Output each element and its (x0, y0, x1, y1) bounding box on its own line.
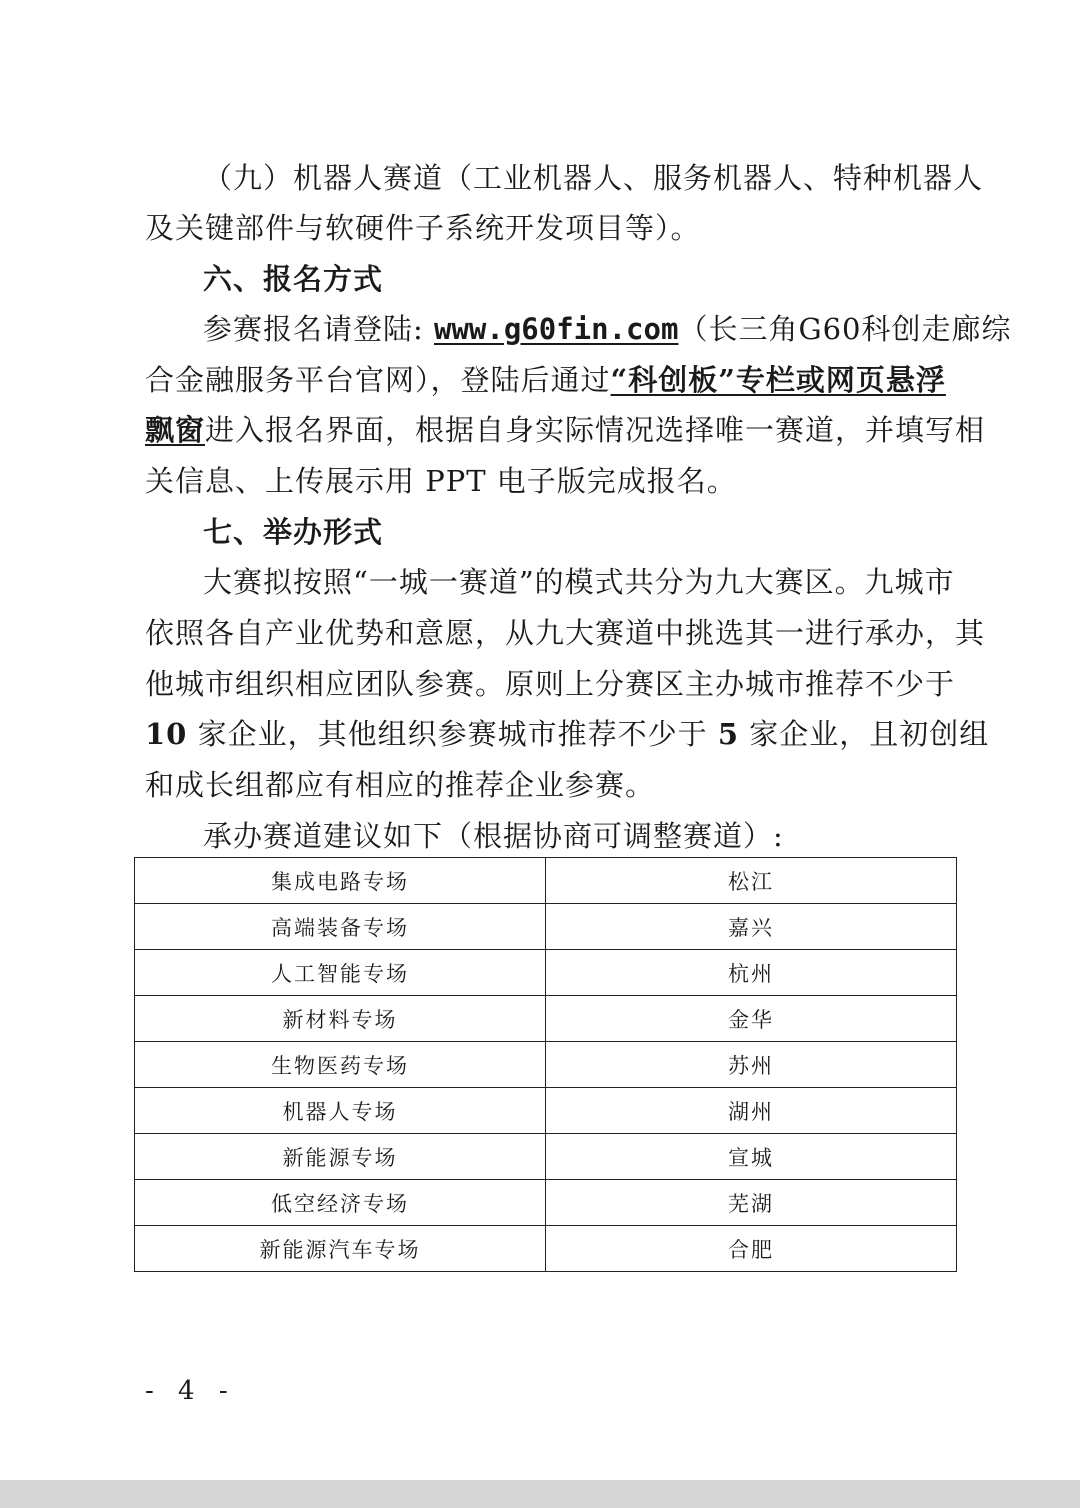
city-cell: 金华 (546, 996, 957, 1042)
heading-format: 七、举办形式 (203, 515, 384, 549)
track-cell: 人工智能专场 (135, 950, 546, 996)
table-row (135, 996, 957, 1042)
registration-line-3 (145, 412, 986, 448)
registration-line-2 (145, 362, 945, 398)
format-line-3: 他城市组织相应团队参赛。原则上分赛区主办城市推荐不少于 (145, 667, 956, 701)
registration-line1-suffix: （长三角G60科创走廊综 (678, 312, 1012, 346)
city-cell: 松江 (546, 858, 957, 904)
track-cell: 新能源汽车专场 (135, 1226, 546, 1272)
floating-window-link[interactable]: 飘窗 (145, 413, 206, 447)
heading-registration: 六、报名方式 (203, 262, 384, 296)
city-cell: 嘉兴 (546, 904, 957, 950)
table-intro: 承办赛道建议如下（根据协商可调整赛道）: (203, 819, 784, 853)
table-row (135, 1180, 957, 1226)
kechuangban-column-link[interactable]: “科创板”专栏或网页悬浮 (610, 363, 946, 397)
city-cell: 宣城 (546, 1134, 957, 1180)
track-cell: 低空经济专场 (135, 1180, 546, 1226)
paragraph-robot-track-cont: 及关键部件与软硬件子系统开发项目等）。 (145, 211, 701, 245)
registration-prefix: 参赛报名请登陆: (203, 312, 434, 346)
format-line-1: 大赛拟按照“一城一赛道”的模式共分为九大赛区。九城市 (203, 565, 955, 599)
track-cell: 高端装备专场 (135, 904, 546, 950)
city-cell: 芜湖 (546, 1180, 957, 1226)
city-cell: 杭州 (546, 950, 957, 996)
city-cell: 湖州 (546, 1088, 957, 1134)
track-cell: 集成电路专场 (135, 858, 546, 904)
track-cell: 机器人专场 (135, 1088, 546, 1134)
format-line4-end: 家企业，且初创组 (749, 717, 990, 751)
page-number: - 4 - (145, 1376, 236, 1406)
registration-line2-prefix: 合金融服务平台官网），登陆后通过 (145, 363, 611, 397)
table-row (135, 1226, 957, 1272)
city-cell: 苏州 (546, 1042, 957, 1088)
format-line-2: 依照各自产业优势和意愿，从九大赛道中挑选其一进行承办，其 (145, 616, 986, 650)
format-line4-mid: 家企业，其他组织参赛城市推荐不少于 (197, 717, 708, 751)
registration-url-link[interactable]: www.g60fin.com (434, 312, 679, 346)
table-row (135, 950, 957, 996)
min-companies-host: 10 (145, 717, 188, 751)
table-row (135, 1134, 957, 1180)
track-cell: 新材料专场 (135, 996, 546, 1042)
bottom-scroll-bar (0, 1480, 1080, 1508)
table-row (135, 858, 957, 904)
track-cell: 新能源专场 (135, 1134, 546, 1180)
format-line-4 (145, 716, 990, 752)
venue-table (134, 857, 957, 1272)
paragraph-robot-track: （九）机器人赛道（工业机器人、服务机器人、特种机器人 (203, 161, 984, 195)
min-companies-other: 5 (717, 717, 739, 751)
city-cell: 合肥 (546, 1226, 957, 1272)
registration-line-1 (203, 311, 1012, 347)
track-cell: 生物医药专场 (135, 1042, 546, 1088)
registration-line3-suffix: 进入报名界面，根据自身实际情况选择唯一赛道，并填写相 (205, 413, 986, 447)
table-row (135, 904, 957, 950)
format-line-5: 和成长组都应有相应的推荐企业参赛。 (145, 768, 656, 802)
table-row (135, 1042, 957, 1088)
table-row (135, 1088, 957, 1134)
registration-line-4: 关信息、上传展示用 PPT 电子版完成报名。 (145, 464, 737, 498)
